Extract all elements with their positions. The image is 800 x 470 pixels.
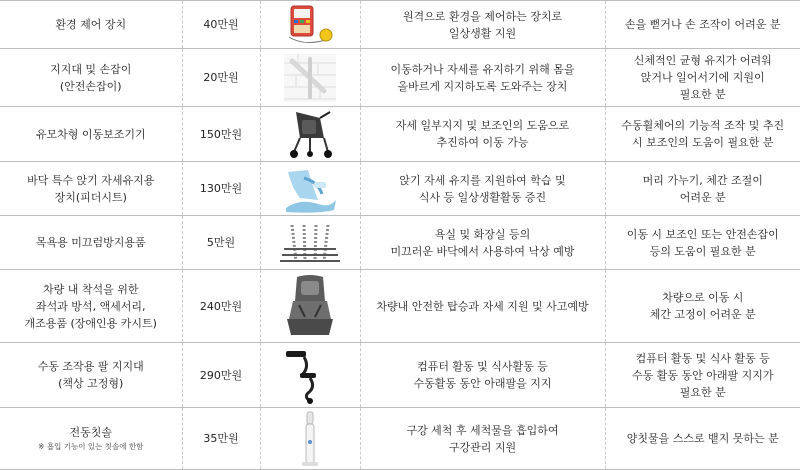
device-name-cell: 환경 제어 장치 [0,1,182,49]
table-row [0,49,800,107]
device-name-cell: 바닥 특수 앉기 자세유지용 장치(피더시트) [0,162,182,216]
description-cell: 원격으로 환경을 제어하는 장치로 일상생활 지원 [360,1,605,49]
device-image-cell [260,270,360,343]
price-cell: 5만원 [182,216,260,270]
target-user-cell: 이동 시 보조인 또는 안전손잡이 등의 도움이 필요한 분 [605,216,800,270]
device-image-cell [260,107,360,162]
device-name-cell: 차량 내 착석을 위한 좌석과 방석, 액세서리, 개조용품 (장애인용 카시트) [0,270,182,343]
price-cell: 130만원 [182,162,260,216]
table-row [0,270,800,343]
target-user-cell: 수동휠체어의 기능적 조작 및 추진 시 보조인의 도움이 필요한 분 [605,107,800,162]
price-cell: 40만원 [182,1,260,49]
device-note: ※ 흡입 기능이 있는 칫솔에 한함 [38,442,144,451]
device-name-cell: 목욕용 미끄럼방지용품 [0,216,182,270]
device-name-cell [0,408,182,470]
target-user-cell: 컴퓨터 활동 및 식사 활동 등 수동 활동 동안 아래팔 지지가 필요한 분 [605,343,800,408]
price-cell: 240만원 [182,270,260,343]
device-image-cell [260,408,360,470]
remote-control-switch-image [275,3,345,47]
table-row [0,107,800,162]
table-row [0,343,800,408]
electric-toothbrush-image [290,410,330,468]
anti-slip-strips-image [278,219,342,267]
description-cell: 앉기 자세 유지를 지원하여 학습 및 식사 등 일상생활활동 증진 [360,162,605,216]
description-cell: 구강 세척 후 세척물을 흡입하여 구강관리 지원 [360,408,605,470]
table-row [0,408,800,470]
target-user-cell: 차량으로 이동 시 체간 고정이 어려운 분 [605,270,800,343]
target-user-cell: 신체적인 균형 유지가 어려워 앉거나 일어서기에 지원이 필요한 분 [605,49,800,107]
device-image-cell [260,1,360,49]
device-name-cell: 유모차형 이동보조기기 [0,107,182,162]
device-image-cell [260,343,360,408]
price-cell: 290만원 [182,343,260,408]
description-cell: 욕실 및 화장실 등의 미끄러운 바닥에서 사용하여 낙상 예방 [360,216,605,270]
description-cell: 차량내 안전한 탑승과 자세 지원 및 사고예방 [360,270,605,343]
device-name: 전동칫솔 [69,426,112,439]
target-user-cell: 양칫물을 스스로 뱉지 못하는 분 [605,408,800,470]
device-image-cell [260,162,360,216]
stroller-image [280,108,340,160]
target-user-cell: 손을 뻗거나 손 조작이 어려운 분 [605,1,800,49]
price-cell: 35만원 [182,408,260,470]
wall-grab-bar-image [280,51,340,105]
device-name-cell: 지지대 및 손잡이 (안전손잡이) [0,49,182,107]
price-cell: 150만원 [182,107,260,162]
device-name-cell: 수동 조작용 팔 지지대 (책상 고정형) [0,343,182,408]
device-image-cell [260,216,360,270]
target-user-cell: 머리 가누기, 체간 조절이 어려운 분 [605,162,800,216]
description-cell: 컴퓨터 활동 및 식사활동 등 수동활동 동안 아래팔을 지지 [360,343,605,408]
price-cell: 20만원 [182,49,260,107]
description-cell: 자세 일부지지 및 보조인의 도움으로 추진하여 이동 가능 [360,107,605,162]
device-image-cell [260,49,360,107]
car-seat-image [279,273,341,339]
table-row [0,162,800,216]
arm-support-image [280,345,340,405]
table-row [0,1,800,49]
description-cell: 이동하거나 자세를 유지하기 위해 몸을 올바르게 지지하도록 도와주는 장치 [360,49,605,107]
feeder-seat-image [278,164,342,214]
table-row [0,216,800,270]
